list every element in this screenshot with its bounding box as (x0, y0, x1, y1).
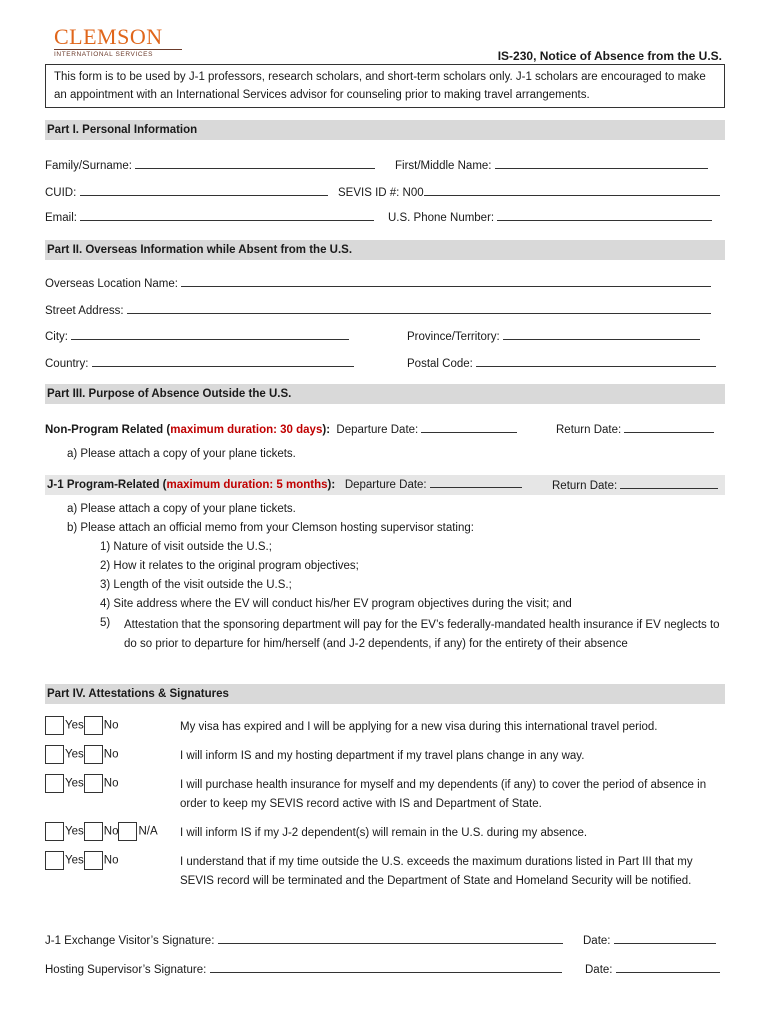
part2-header: Part II. Overseas Information while Absent from the U.S. (45, 240, 725, 260)
country-field[interactable] (92, 355, 354, 367)
memo-item-4: 4) Site address where the EV will conduct his/her EV program objectives during the visit; and (100, 598, 572, 610)
yes-label: Yes (65, 748, 84, 761)
city-field[interactable] (71, 328, 349, 340)
overseas-location-label: Overseas Location Name: (45, 278, 178, 290)
attestation-4-choices (45, 822, 158, 841)
ev-signature-label: J-1 Exchange Visitor’s Signature: (45, 935, 215, 947)
no-label: No (103, 777, 119, 790)
phone-field[interactable] (497, 209, 712, 221)
nonprogram-item-a: a) Please attach a copy of your plane tickets. (67, 448, 296, 460)
attestation-3-choices (45, 774, 118, 793)
program-item-a: a) Please attach a copy of your plane tickets. (67, 503, 296, 515)
no-label: No (103, 748, 119, 761)
att1-yes-checkbox[interactable] (45, 716, 64, 735)
sevis-field[interactable] (424, 184, 720, 196)
logo-subtitle: INTERNATIONAL SERVICES (54, 49, 182, 58)
part1-header: Part I. Personal Information (45, 120, 725, 140)
att4-no-checkbox[interactable] (84, 822, 103, 841)
family-name-row (45, 157, 375, 172)
nonprogram-return-label: Return Date: (556, 424, 622, 436)
nonprogram-max-duration: maximum duration: 30 days (170, 424, 323, 436)
attestation-5-choices (45, 851, 118, 870)
city-row (45, 328, 349, 343)
part3-header: Part III. Purpose of Absence Outside the U.S. (45, 384, 725, 404)
memo-item-1: 1) Nature of visit outside the U.S.; (100, 541, 272, 553)
attestation-1-text: My visa has expired and I will be applying for a new visa during this international travel period. (180, 721, 658, 733)
att5-yes-checkbox[interactable] (45, 851, 64, 870)
street-label: Street Address: (45, 305, 124, 317)
city-label: City: (45, 331, 68, 343)
attestation-4-text: I will inform IS if my J-2 dependent(s) will remain in the U.S. during my absence. (180, 827, 588, 839)
province-field[interactable] (503, 328, 700, 340)
memo-item-3: 3) Length of the visit outside the U.S.; (100, 579, 292, 591)
att4-yes-checkbox[interactable] (45, 822, 64, 841)
nonprogram-departure-label: Departure Date: (336, 424, 419, 436)
supervisor-signature-row (45, 961, 562, 976)
overseas-location-row (45, 275, 711, 290)
memo-item-2: 2) How it relates to the original program objectives; (100, 560, 359, 572)
program-max-duration: maximum duration: 5 months (166, 479, 328, 491)
att2-no-checkbox[interactable] (84, 745, 103, 764)
ev-date-field[interactable] (614, 932, 716, 944)
phone-label: U.S. Phone Number: (388, 212, 495, 224)
yes-label: Yes (65, 854, 84, 867)
form-title: IS-230, Notice of Absence from the U.S. (497, 49, 722, 63)
phone-row (388, 209, 712, 224)
memo-item-5: Attestation that the sponsoring department will pay for the EV’s federally-mandated health insurance if EV neglects to do so prior to departure for him/herself (and J-2 dependents, if any) for the entirety of their absence (124, 619, 720, 650)
postal-label: Postal Code: (407, 358, 473, 370)
family-name-label: Family/Surname: (45, 160, 132, 172)
nonprogram-departure-field[interactable] (421, 421, 517, 433)
att3-no-checkbox[interactable] (84, 774, 103, 793)
no-label: No (103, 825, 119, 838)
memo-item-5-number: 5) (100, 617, 111, 629)
nonprogram-row (45, 421, 517, 436)
clemson-logo (54, 26, 182, 58)
no-label: No (103, 854, 119, 867)
street-row (45, 302, 711, 317)
program-item-b: b) Please attach an official memo from your Clemson hosting supervisor stating: (67, 522, 474, 534)
supervisor-date-field[interactable] (616, 961, 720, 973)
postal-row (407, 355, 716, 370)
att5-no-checkbox[interactable] (84, 851, 103, 870)
supervisor-signature-field[interactable] (210, 961, 562, 973)
intro-text: This form is to be used by J-1 professors, research scholars, and short-term scholars only. J-1 scholars are encouraged to make an appointment with an International Services advisor for counseling prior to making travel arrangements. (45, 64, 725, 108)
sevis-row (338, 184, 720, 199)
first-name-label: First/Middle Name: (395, 160, 492, 172)
cuid-row (45, 184, 328, 199)
yes-label: Yes (65, 777, 84, 790)
program-return-row (552, 477, 718, 492)
province-row (407, 328, 700, 343)
ev-date-label: Date: (583, 935, 611, 947)
ev-signature-field[interactable] (218, 932, 563, 944)
attestation-5-text: I understand that if my time outside the U.S. exceeds the maximum durations listed in Part III that my SEVIS record will be terminated and the Department of State and Homeland Security will be notified. (180, 856, 693, 887)
nonprogram-return-field[interactable] (624, 421, 714, 433)
att3-yes-checkbox[interactable] (45, 774, 64, 793)
program-departure-field[interactable] (430, 477, 522, 488)
postal-field[interactable] (476, 355, 716, 367)
supervisor-date-label: Date: (585, 964, 613, 976)
ev-date-row (583, 932, 716, 947)
attestation-2-text: I will inform IS and my hosting department if my travel plans change in any way. (180, 750, 585, 762)
att4-na-checkbox[interactable] (118, 822, 137, 841)
nonprogram-return-row (556, 421, 714, 436)
program-departure-label: Departure Date: (344, 479, 427, 491)
attestation-2-choices (45, 745, 118, 764)
ev-signature-row (45, 932, 563, 947)
overseas-location-field[interactable] (181, 275, 711, 287)
cuid-field[interactable] (80, 184, 328, 196)
nonprogram-label: Non-Program Related ( (45, 424, 171, 436)
family-name-field[interactable] (135, 157, 375, 169)
province-label: Province/Territory: (407, 331, 500, 343)
country-row (45, 355, 354, 370)
attestation-3-text: I will purchase health insurance for myself and my dependents (if any) to cover the period of absence in order to keep my SEVIS record active with IS and Department of State. (180, 779, 707, 810)
supervisor-date-row (585, 961, 720, 976)
att1-no-checkbox[interactable] (84, 716, 103, 735)
attestation-1-choices (45, 716, 118, 735)
nonprogram-label-close: ): (322, 424, 331, 436)
street-field[interactable] (127, 302, 711, 314)
email-label: Email: (45, 212, 77, 224)
first-name-row (395, 157, 708, 172)
program-label: J-1 Program-Related ( (47, 479, 167, 491)
country-label: Country: (45, 358, 89, 370)
na-label: N/A (138, 825, 158, 838)
cuid-label: CUID: (45, 187, 77, 199)
yes-label: Yes (65, 719, 84, 732)
email-row (45, 209, 374, 224)
sevis-label: SEVIS ID #: N00 (338, 187, 424, 199)
first-name-field[interactable] (495, 157, 708, 169)
program-return-label: Return Date: (552, 480, 618, 492)
part4-header: Part IV. Attestations & Signatures (45, 684, 725, 704)
yes-label: Yes (65, 825, 84, 838)
supervisor-signature-label: Hosting Supervisor’s Signature: (45, 964, 207, 976)
logo-wordmark: CLEMSON (54, 24, 163, 49)
program-return-field[interactable] (620, 477, 718, 489)
no-label: No (103, 719, 119, 732)
program-label-close: ): (327, 479, 336, 491)
email-field[interactable] (80, 209, 374, 221)
att2-yes-checkbox[interactable] (45, 745, 64, 764)
